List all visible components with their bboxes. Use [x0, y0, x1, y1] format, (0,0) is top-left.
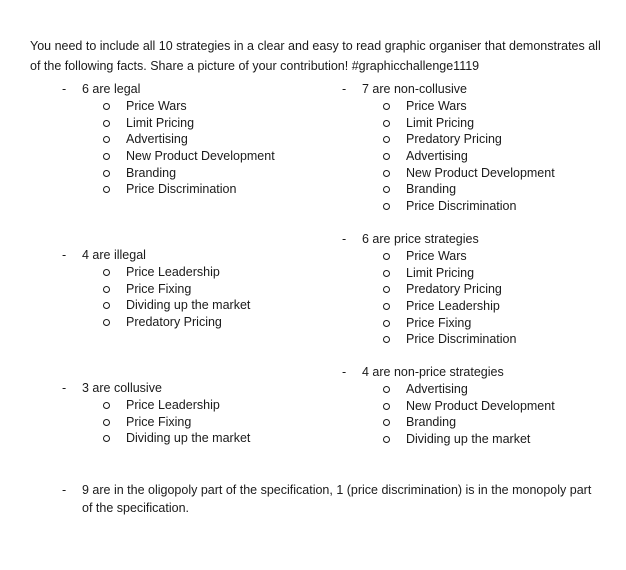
specification-note-text: 9 are in the oligopoly part of the specification, 1 (price discrimination) is in the monopoly part of the specification.	[82, 483, 592, 515]
circle-bullet-icon	[383, 153, 390, 160]
circle-bullet-icon	[103, 120, 110, 127]
circle-bullet-icon	[383, 419, 390, 426]
circle-bullet-icon	[103, 319, 110, 326]
dash-marker: -	[62, 82, 67, 96]
group-heading-text: 4 are non-price strategies	[362, 365, 504, 379]
circle-bullet-icon	[383, 170, 390, 177]
circle-bullet-icon	[103, 186, 110, 193]
circle-bullet-icon	[383, 436, 390, 443]
circle-bullet-icon	[103, 286, 110, 293]
circle-bullet-icon	[103, 435, 110, 442]
circle-bullet-icon	[103, 103, 110, 110]
circle-bullet-icon	[383, 403, 390, 410]
dash-marker: -	[62, 381, 67, 395]
circle-bullet-icon	[383, 386, 390, 393]
group-heading-text: 3 are collusive	[82, 381, 162, 395]
circle-bullet-icon	[383, 336, 390, 343]
circle-bullet-icon	[103, 269, 110, 276]
dash-marker: -	[62, 483, 67, 497]
circle-bullet-icon	[103, 170, 110, 177]
circle-bullet-icon	[383, 103, 390, 110]
circle-bullet-icon	[103, 402, 110, 409]
group-heading-text: 6 are legal	[82, 82, 141, 96]
circle-bullet-icon	[383, 203, 390, 210]
circle-bullet-icon	[383, 303, 390, 310]
circle-bullet-icon	[383, 270, 390, 277]
circle-bullet-icon	[103, 302, 110, 309]
circle-bullet-icon	[383, 286, 390, 293]
dash-marker: -	[342, 82, 347, 96]
group-heading-text: 7 are non-collusive	[362, 82, 467, 96]
circle-bullet-icon	[383, 186, 390, 193]
instructions-text: You need to include all 10 strategies in a clear and easy to read graphic organiser that demonstrates all of the following facts. Share a picture of your contribution! #graphicchallenge1119	[30, 39, 601, 73]
circle-bullet-icon	[103, 136, 110, 143]
dash-marker: -	[342, 232, 347, 246]
circle-bullet-icon	[103, 419, 110, 426]
specification-note	[62, 481, 602, 517]
dash-marker: -	[342, 365, 347, 379]
group-heading-text: 4 are illegal	[82, 248, 146, 262]
circle-bullet-icon	[383, 253, 390, 260]
circle-bullet-icon	[103, 153, 110, 160]
group-heading-text: 6 are price strategies	[362, 232, 479, 246]
circle-bullet-icon	[383, 320, 390, 327]
dash-marker: -	[62, 248, 67, 262]
circle-bullet-icon	[383, 120, 390, 127]
circle-bullet-icon	[383, 136, 390, 143]
